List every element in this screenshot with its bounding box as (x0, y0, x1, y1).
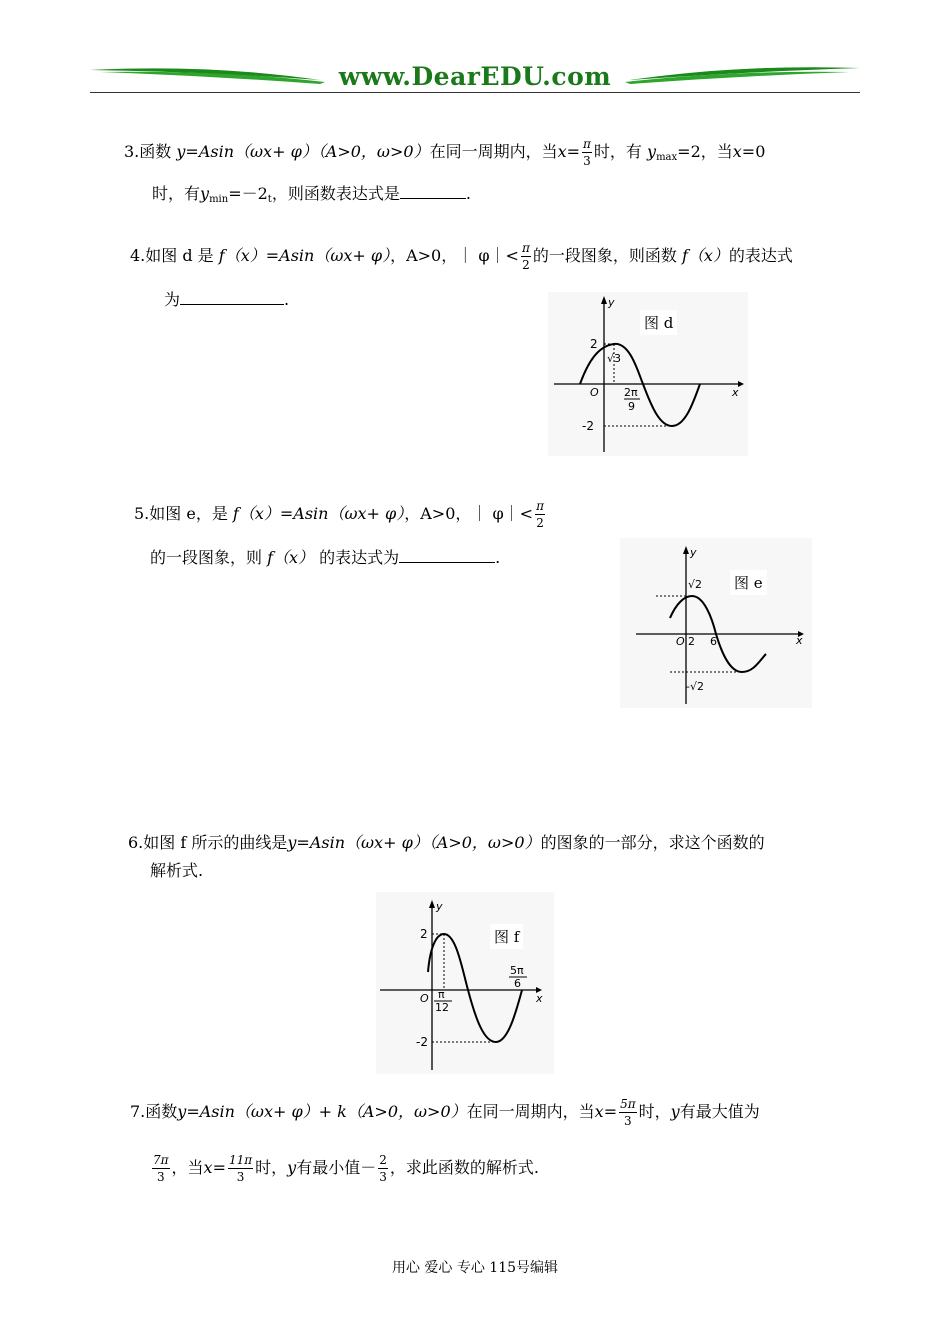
figure-e (620, 538, 812, 708)
fig-f-ymin-label: -2 (416, 1035, 428, 1049)
q5-line2: 的一段图象，则 f（x） 的表达式为 . (150, 548, 501, 567)
q4-line1: 4.如图 d 是 f（x）=Asin（ωx+ φ），A>0，｜ φ｜< $\frac{\pi}{2}$ 的一段图象，则函数 f（x）的表达式 (130, 241, 793, 272)
figure-d-caption: 图 d (640, 310, 677, 335)
page-footer: 用心 爱心 专心 115号编辑 (391, 1260, 559, 1276)
fig-f-tick1-den: 12 (435, 1001, 449, 1014)
figure-d (548, 292, 748, 456)
figure-f-graph (376, 892, 554, 1074)
fig-d-xtick-den: 9 (628, 400, 635, 413)
fig-f-y-axis-label: y (436, 900, 443, 913)
fig-f-tick2-num: 5π (510, 964, 524, 977)
q5-number: 5. (134, 504, 150, 523)
fig-d-y-axis-label: y (608, 296, 615, 309)
fig-d-ymid-label: √3 (607, 352, 622, 365)
header-rule (90, 92, 860, 93)
q3-line1: 3.函数 y=Asin（ωx+ φ）（A>0，ω>0）在同一周期内，当x= $\frac{\pi}{3}$ 时，有 $y_{max}=2$，当x=0 (124, 137, 766, 168)
q5-answer-blank[interactable] (399, 546, 495, 563)
figure-e-caption: 图 e (730, 570, 767, 595)
fig-d-origin-label: O (590, 386, 599, 399)
fig-d-x-axis-label: x (732, 386, 739, 399)
fig-f-tick1-num: π (438, 988, 445, 1001)
q3-frac-pi-3: $\frac{\pi}{3}$ (583, 137, 591, 168)
fig-d-xtick-num: 2π (624, 386, 638, 399)
q5-line1: 5.如图 e，是 f（x）=Asin（ωx+ φ），A>0，｜ φ｜< $\frac{\pi}{2}$ (134, 499, 544, 530)
q3-number: 3. (124, 142, 140, 161)
q7-frac-2-3: $\frac{2}{3}$ (379, 1153, 387, 1184)
fig-d-ymin-label: -2 (582, 419, 594, 433)
fig-f-ymax-label: 2 (420, 927, 428, 941)
fig-e-origin-label: O (676, 635, 685, 648)
fig-e-tick2-label: 6 (710, 635, 717, 648)
q7-number: 7. (130, 1102, 146, 1121)
fig-f-tick2-den: 6 (514, 977, 521, 990)
figure-f-caption: 图 f (490, 924, 523, 949)
q4-answer-blank[interactable] (180, 288, 284, 305)
q7-frac-5pi-3: $\frac{5\pi}{3}$ (620, 1097, 636, 1128)
q7-frac-11pi-3: $\frac{11\pi}{3}$ (228, 1153, 253, 1184)
fig-e-tick1-label: 2 (688, 635, 695, 648)
q4-line2: 为 . (164, 290, 290, 309)
fig-e-ymin-label: -√2 (686, 680, 704, 693)
q7-line2: $\frac{7\pi}{3}$ ，当x= $\frac{11\pi}{3}$ 时，y有最小值－ $\frac{2}{3}$ ，求此函数的解析式. (153, 1153, 539, 1184)
fig-f-x-axis-label: x (536, 992, 543, 1005)
figure-e-graph (620, 538, 812, 708)
q3-line2: 时，有$y_{min}=-2_t$，则函数表达式是 . (152, 184, 471, 205)
fig-e-x-axis-label: x (796, 634, 803, 647)
q4-number: 4. (130, 246, 146, 265)
q6-line1: 6.如图 f 所示的曲线是y=Asin（ωx+ φ）（A>0，ω>0）的图象的一部分，求这个函数的 (128, 833, 765, 852)
q7-line1: 7.函数y=Asin（ωx+ φ）+ k（A>0，ω>0）在同一周期内，当x= $\frac{5\pi}{3}$ 时，y有最大值为 (130, 1097, 760, 1128)
fig-f-origin-label: O (420, 992, 429, 1005)
figure-f (376, 892, 554, 1074)
q6-number: 6. (128, 833, 144, 852)
q3-answer-blank[interactable] (400, 182, 466, 199)
fig-d-ymax-label: 2 (590, 337, 598, 351)
site-logo-text: www.DearEDU.com (338, 62, 612, 91)
q7-frac-7pi-3: $\frac{7\pi}{3}$ (153, 1153, 169, 1184)
q6-line2: 解析式. (150, 861, 204, 880)
q4-frac-pi-2: $\frac{\pi}{2}$ (521, 241, 530, 272)
q5-frac-pi-2: $\frac{\pi}{2}$ (536, 499, 544, 530)
fig-e-y-axis-label: y (690, 546, 697, 559)
fig-e-ymax-label: √2 (688, 578, 703, 591)
